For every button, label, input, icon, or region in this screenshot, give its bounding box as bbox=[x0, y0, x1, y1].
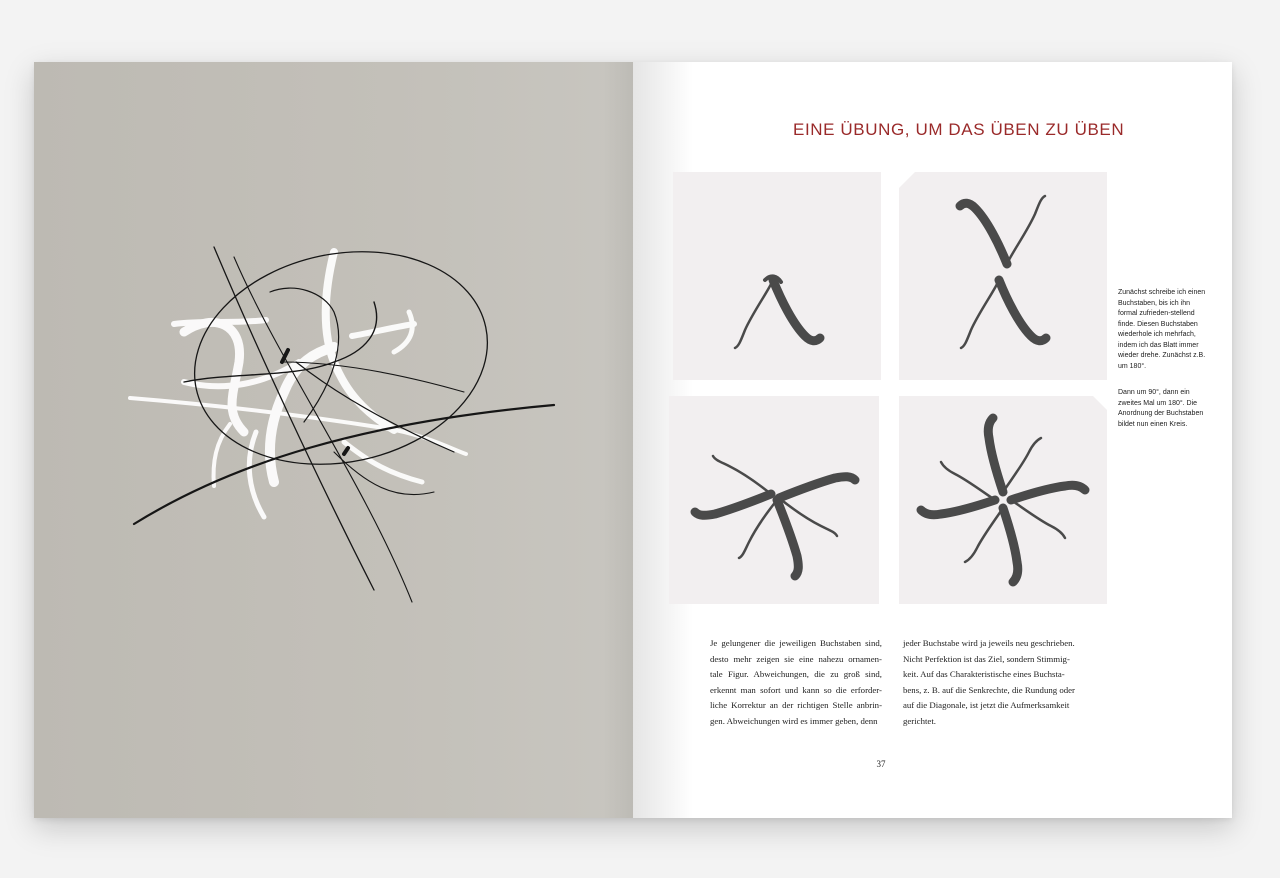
letter-illustration bbox=[899, 172, 1107, 380]
sidenote-step-1: Zunächst schreibe ich einen Buchstaben, bis ich ihn formal zufrieden-stellend finde. Diesen Buchstaben wiederhole ich mehrfach, indem ich das Blatt immer wieder drehe. Zunächst z.B. um 180°. bbox=[1118, 289, 1206, 370]
body-text-column-1 bbox=[710, 636, 882, 730]
text-line: jeder Buchstabe wird ja jeweils neu geschrieben. bbox=[903, 638, 1075, 648]
text-line: gen. Abweichungen wird es immer geben, denn bbox=[710, 715, 878, 726]
letter-panel-rotated-180 bbox=[899, 172, 1107, 380]
body-text-column-2 bbox=[903, 636, 1075, 730]
right-page bbox=[633, 62, 1232, 818]
text-line: erkennt man sofort und kann so die erforder- bbox=[710, 684, 882, 695]
page-title: EINE ÜBUNG, UM DAS ÜBEN ZU ÜBEN bbox=[793, 120, 1125, 139]
text-line: Je gelungener die jeweiligen Buchstaben sind, bbox=[710, 638, 882, 648]
calligraphy-artwork bbox=[34, 62, 633, 818]
text-line: gerichtet. bbox=[903, 715, 936, 726]
left-page-artwork bbox=[34, 62, 633, 818]
letter-illustration bbox=[899, 396, 1107, 604]
letter-illustration bbox=[673, 172, 881, 380]
sidenote-step-2: Dann um 90°, dann ein zweites Mal um 180°. Die Anordnung der Buchstaben bildet nun einen Kreis. bbox=[1118, 389, 1204, 428]
text-line: tale Figur. Abweichungen, die zu groß sind, bbox=[710, 669, 882, 680]
text-line: bens, z. B. auf die Senkrechte, die Rundung oder bbox=[903, 684, 1075, 695]
text-line: liche Korrektur an der richtigen Stelle anbrin- bbox=[710, 700, 882, 711]
text-line: desto mehr zeigen sie eine nahezu ornamen- bbox=[710, 653, 882, 664]
book-spread bbox=[34, 62, 1232, 818]
text-line: keit. Auf das Charakteristische eines Buchsta- bbox=[903, 669, 1065, 680]
letter-panel-single bbox=[673, 172, 881, 380]
text-line: Nicht Perfektion ist das Ziel, sondern Stimmig- bbox=[903, 653, 1070, 664]
letter-panel-circle bbox=[899, 396, 1107, 604]
letter-panel-three bbox=[669, 396, 879, 604]
letter-illustration bbox=[669, 396, 879, 604]
text-line: auf die Diagonale, ist jetzt die Aufmerksamkeit bbox=[903, 700, 1070, 711]
page-number: 37 bbox=[876, 759, 886, 769]
